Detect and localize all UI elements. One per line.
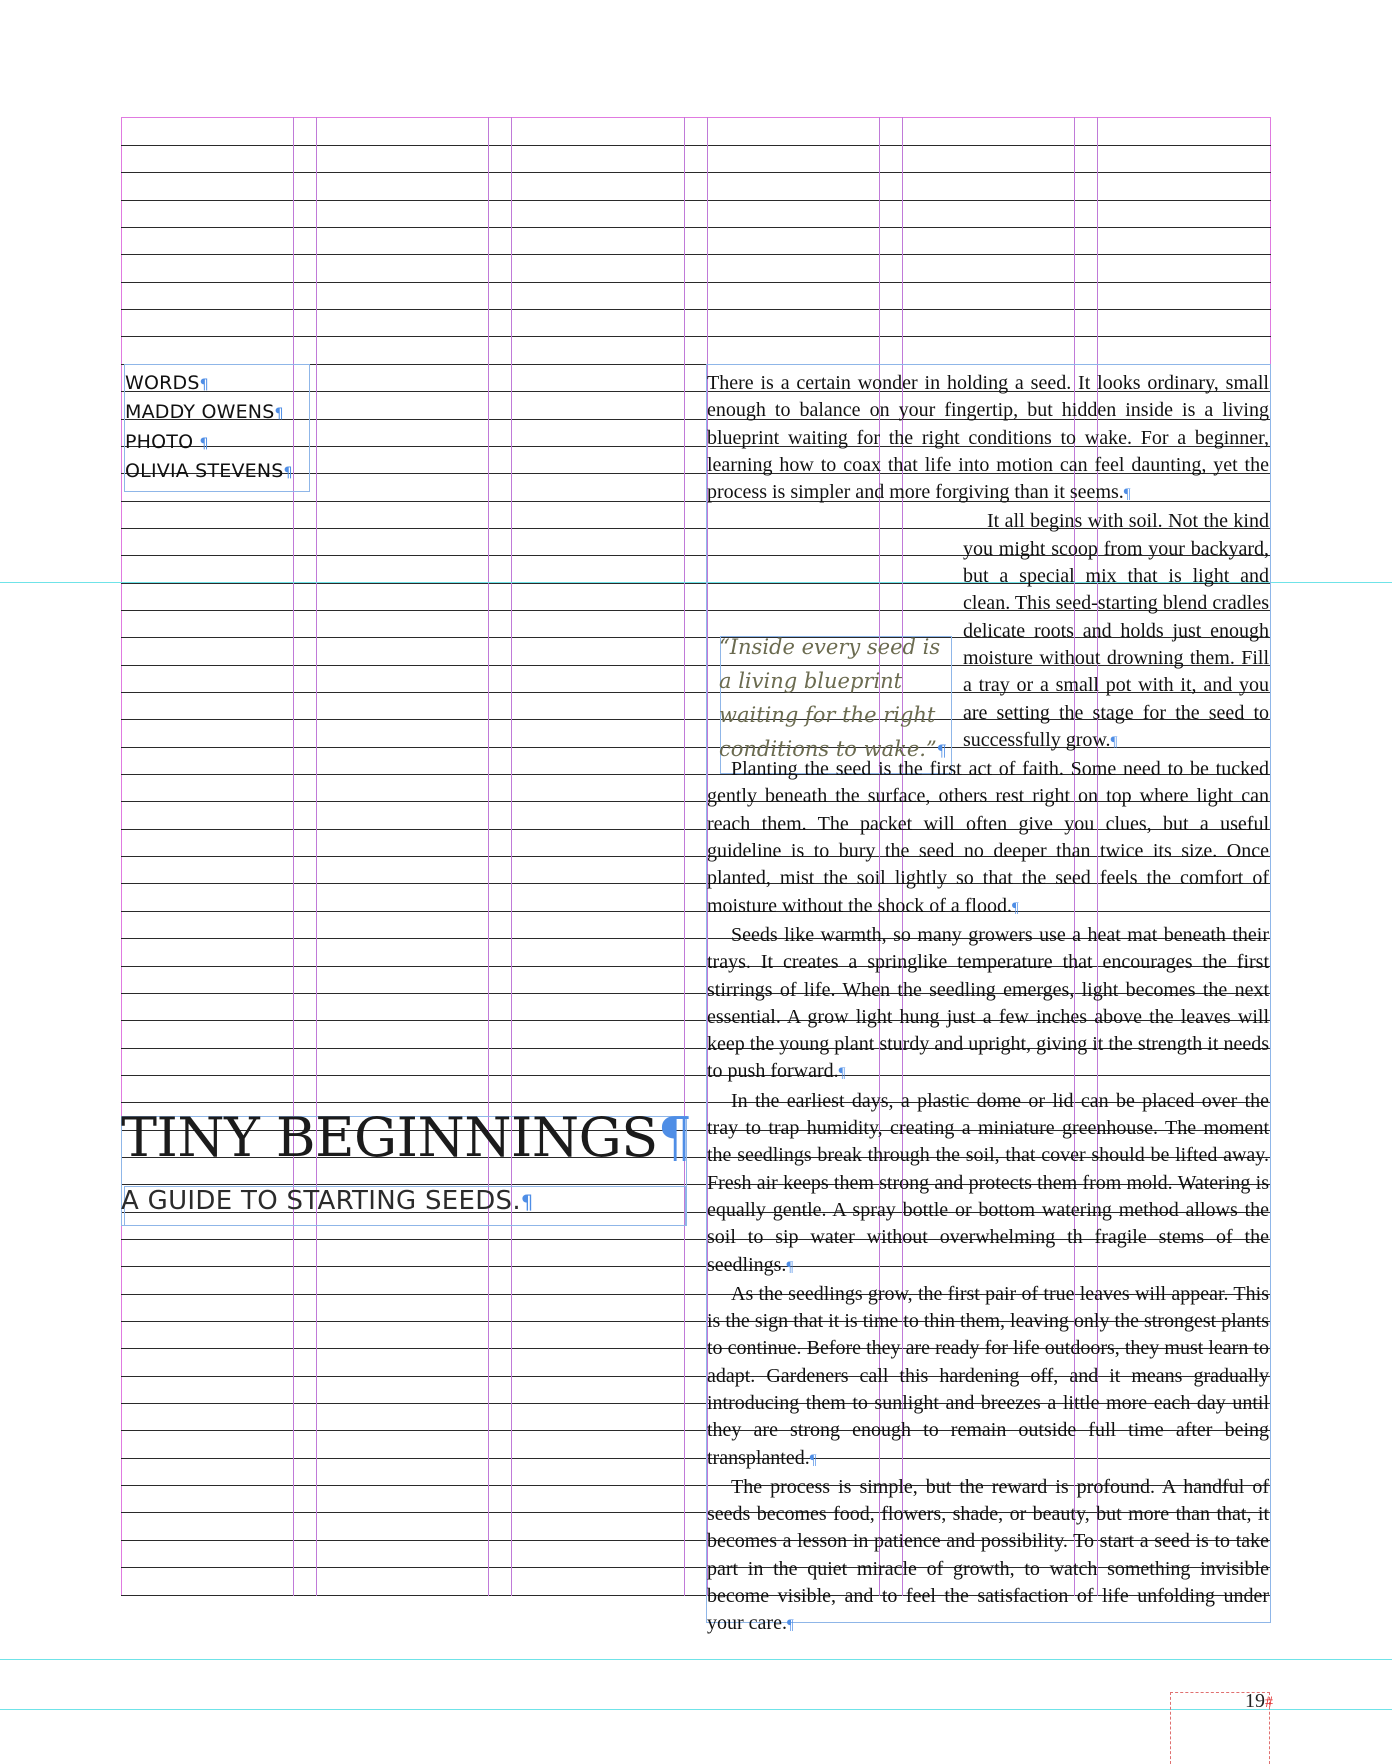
body-paragraph: Planting the seed is the first act of faith. Some need to be tucked gently beneath the surface, others rest right on top where light can reach them. The packet will often give you clues, but a useful guideline is to bury the seed no deeper than twice its size. Once planted, mist the soil lightly so that the seed feels the comfort of moisture without the shock of a flood.¶	[707, 758, 1269, 917]
column-guide-line	[488, 117, 489, 1596]
article-title: TINY BEGINNINGS¶	[121, 1106, 692, 1169]
credit-photo-name: OLIVIA STEVENS¶	[125, 459, 293, 482]
column-guide-line	[684, 117, 685, 1596]
body-paragraph: In the earliest days, a plastic dome or lid can be placed over the tray to trap humidity, creating a miniature greenhouse. The moment the seedlings break through the soil, that cover should be lifted away. Fresh air keeps them strong and protects them from mold. Watering is equally gentle. A spray bottle or bottom watering method allows the soil to sip water without overwhelming th fragile stems of the seedlings.¶	[707, 1089, 1269, 1276]
column-guide-line	[511, 117, 512, 1596]
body-paragraph: There is a certain wonder in holding a seed. It looks ordinary, small enough to balance on your fingertip, but hidden inside is a living blueprint waiting for the right conditions to wake. For a beginner, learning how to coax that life into motion can feel daunting, yet the process is simpler and more forgiving than it seems.¶	[707, 372, 1269, 504]
body-paragraph: It all begins with soil. Not the kind you might scoop from your backyard, but a special mix that is light and clean. This seed-starting blend cradles delicate roots and holds just enough moisture without drowning them. Fill a tray or a small pot with it, and you are setting the stage for the seed to successfully grow.¶	[707, 508, 1269, 756]
body-paragraph: The process is simple, but the reward is profound. A handful of seeds becomes food, flowers, shade, or beauty, but more than that, it becomes a lesson in patience and possibility. To start a seed is to take part in the quiet miracle of growth, to watch something invisible become visible, and to feel the satisfaction of life unfolding under your care.¶	[707, 1475, 1269, 1635]
article-subtitle: A GUIDE TO STARTING SEEDS.¶	[121, 1186, 534, 1216]
body-paragraph: As the seedlings grow, the first pair of true leaves will appear. This is the sign that it is time to thin them, leaving only the strongest plants to continue. Before they are ready for life outdoors, they must learn to adapt. Gardeners call this hardening off, and it means gradually introducing them to sunlight and breezes a little more each day until they are strong enough to remain outside full time after being transplanted.¶	[707, 1282, 1269, 1469]
credit-words-name: MADDY OWENS¶	[125, 401, 284, 424]
page-number: 19#	[1245, 1690, 1273, 1712]
credit-photo-label: PHOTO ¶	[125, 430, 209, 453]
credit-words-label: WORDS¶	[125, 372, 209, 394]
pull-quote: “Inside every seed is a living blueprint waiting for the right conditions to wake.”¶	[719, 635, 947, 761]
article-body	[707, 370, 1269, 1640]
column-guide-line	[293, 117, 294, 1596]
column-guide-line	[316, 117, 317, 1596]
credits-block	[125, 370, 293, 487]
body-paragraph: Seeds like warmth, so many growers use a heat mat beneath their trays. It creates a springlike temperature that encourages the first stirrings of life. When the seedling emerges, light becomes the next essential. A grow light hung just a few inches above the leaves will keep the young plant sturdy and upright, giving it the strength it needs to push forward.¶	[707, 923, 1269, 1083]
horizontal-guide	[0, 1659, 1392, 1660]
